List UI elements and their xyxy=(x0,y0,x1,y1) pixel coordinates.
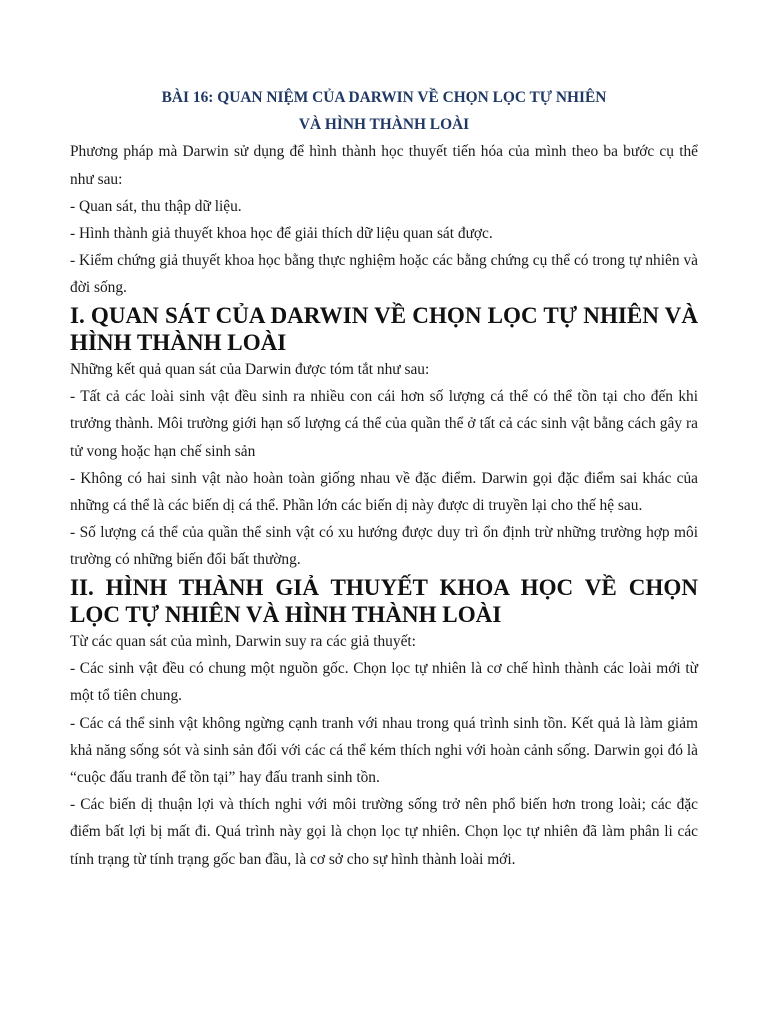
section-2-point-3: - Các biến dị thuận lợi và thích nghi với môi trường sống trở nên phổ biến hơn trong loài; các đặc điểm bất lợi bị mất đi. Quá trình này gọi là chọn lọc tự nhiên. Chọn lọc tự nhiên đã làm phân li các tính trạng từ tính trạng gốc ban đầu, là cơ sở cho sự hình thành loài mới. xyxy=(70,796,698,868)
section-1-heading: I. QUAN SÁT CỦA DARWIN VỀ CHỌN LỌC TỰ NHIÊN VÀ HÌNH THÀNH LOÀI xyxy=(70,301,698,355)
section-2-heading: II. HÌNH THÀNH GIẢ THUYẾT KHOA HỌC VỀ CHỌN LỌC TỰ NHIÊN VÀ HÌNH THÀNH LOÀI xyxy=(70,573,698,627)
section-1-lead: Những kết quả quan sát của Darwin được tóm tắt như sau: xyxy=(70,361,430,379)
document-title xyxy=(70,84,698,138)
method-step-1: - Quan sát, thu thập dữ liệu. xyxy=(70,197,242,215)
intro-paragraph: Phương pháp mà Darwin sử dụng để hình thành học thuyết tiến hóa của mình theo ba bước cụ thể như sau: xyxy=(70,143,698,188)
section-2-lead: Từ các quan sát của mình, Darwin suy ra các giả thuyết: xyxy=(70,633,416,651)
section-1-point-3: - Số lượng cá thể của quần thể sinh vật có xu hướng được duy trì ổn định trừ những trường hợp môi trường có những biến đổi bất thường. xyxy=(70,524,698,569)
method-step-3: - Kiểm chứng giả thuyết khoa học bằng thực nghiệm hoặc các bằng chứng cụ thể có trong tự nhiên và đời sống. xyxy=(70,252,698,297)
section-2-point-1: - Các sinh vật đều có chung một nguồn gốc. Chọn lọc tự nhiên là cơ chế hình thành các loài mới từ một tổ tiên chung. xyxy=(70,660,698,705)
title-line-2: VÀ HÌNH THÀNH LOÀI xyxy=(298,116,470,134)
section-1-point-1: - Tất cả các loài sinh vật đều sinh ra nhiều con cái hơn số lượng cá thể có thể tồn tại cho đến khi trưởng thành. Môi trường giới hạn số lượng cá thể của quần thể ở tất cả các sinh vật bằng cách gây ra tử vong hoặc hạn chế sinh sản xyxy=(70,388,698,460)
document-page xyxy=(70,84,698,873)
section-1-point-2: - Không có hai sinh vật nào hoàn toàn giống nhau về đặc điểm. Darwin gọi đặc điểm sai khác của những cá thể là các biến dị cá thể. Phần lớn các biến dị này được di truyền lại cho thế hệ sau. xyxy=(70,469,698,515)
section-2-point-2: - Các cá thể sinh vật không ngừng cạnh tranh với nhau trong quá trình sinh tồn. Kết quả là làm giảm khả năng sống sót và sinh sản đối với các cá thể kém thích nghi với hoàn cảnh sống. Darwin gọi đó là “cuộc đấu tranh để tồn tại” hay đấu tranh sinh tồn. xyxy=(70,714,698,787)
title-line-1: BÀI 16: QUAN NIỆM CỦA DARWIN VỀ CHỌN LỌC TỰ NHIÊN xyxy=(161,89,607,106)
method-step-2: - Hình thành giả thuyết khoa học để giải thích dữ liệu quan sát được. xyxy=(70,225,493,243)
